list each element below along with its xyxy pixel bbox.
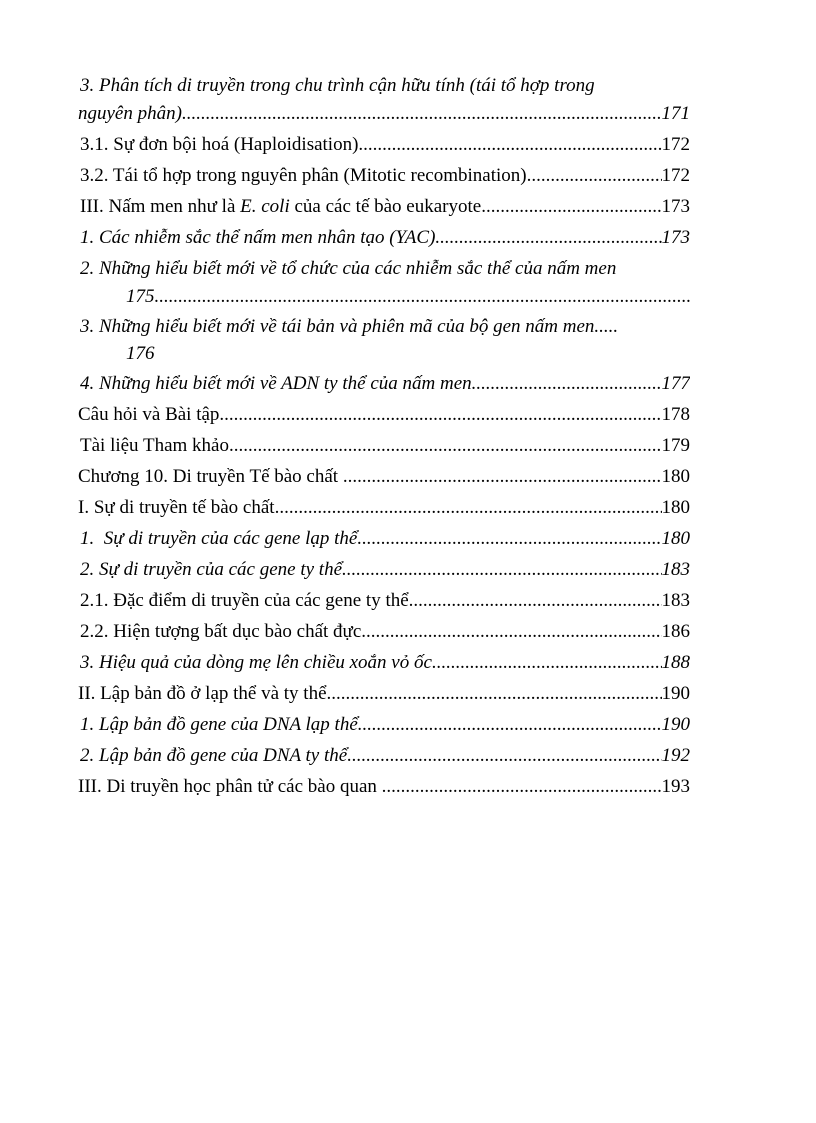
toc-page-number: 171 (661, 103, 690, 124)
toc-entry-14[interactable] (80, 588, 690, 614)
toc-entry-0-line1[interactable] (80, 73, 692, 99)
dot-leader (358, 712, 662, 738)
toc-entry-text: 2.2. Hiện tượng bất dục bào chất đực (80, 621, 362, 642)
dot-leader (343, 464, 662, 490)
toc-page-number: 173 (661, 227, 690, 248)
dot-leader (347, 743, 661, 769)
toc-page-number: 179 (661, 435, 690, 456)
toc-entry-text: 1. Sự di truyền của các gene lạp thể (80, 528, 358, 549)
toc-entry-11[interactable] (78, 495, 690, 521)
toc-entry-9[interactable] (80, 433, 690, 459)
toc-entry-8[interactable] (78, 402, 690, 428)
toc-entry-15[interactable] (80, 619, 690, 645)
toc-entry-text: 3. Những hiểu biết mới về tái bản và phiên mã của bộ gen nấm men..... (80, 316, 619, 337)
toc-entry-0-line2[interactable] (78, 101, 690, 127)
toc-entry-1[interactable] (80, 132, 690, 158)
toc-page-number: 186 (661, 621, 690, 642)
dot-leader (358, 132, 661, 158)
toc-page-number: 178 (661, 404, 690, 425)
toc-entry-text: Tài liệu Tham khảo (80, 435, 229, 456)
toc-page-number: 192 (661, 745, 690, 766)
toc-entry-text: 2. Những hiểu biết mới về tổ chức của các nhiễm sắc thể của nấm men (80, 258, 617, 279)
toc-entry-text: I. Sự di truyền tế bào chất (78, 497, 275, 518)
toc-entry-2[interactable] (80, 163, 690, 189)
dot-leader (382, 774, 662, 800)
dot-leader (481, 194, 661, 220)
dot-leader (275, 495, 662, 521)
dot-leader (432, 650, 662, 676)
toc-entry-text-em: E. coli (240, 196, 290, 217)
toc-entry-text: 3. Phân tích di truyền trong chu trình cận hữu tính (tái tổ hợp trong (80, 75, 595, 96)
toc-entry-text: 3.1. Sự đơn bội hoá (Haploidisation) (80, 134, 359, 155)
dot-leader (361, 619, 661, 645)
toc-entry-text: 2. Lập bản đồ gene của DNA ty thể (80, 745, 348, 766)
toc-entry-text (80, 194, 481, 220)
toc-page-number: 177 (661, 373, 690, 394)
toc-page-number: 190 (661, 714, 690, 735)
toc-page-number: 180 (661, 497, 690, 518)
toc-entry-text: 3. Hiệu quả của dòng mẹ lên chiều xoắn vỏ ốc (80, 652, 432, 673)
dot-leader (342, 557, 661, 583)
dot-leader (435, 225, 661, 251)
dot-leader (527, 163, 662, 189)
toc-entry-19[interactable] (80, 743, 690, 769)
toc-entry-text: 1. Lập bản đồ gene của DNA lạp thể (80, 714, 358, 735)
dot-leader (229, 433, 662, 459)
toc-entry-13[interactable] (80, 557, 690, 583)
dot-leader (472, 371, 662, 397)
toc-entry-18[interactable] (80, 712, 690, 738)
toc-entry-text-post: của các tế bào eukaryote (289, 196, 482, 217)
toc-entry-20[interactable] (78, 774, 690, 800)
toc-entry-text: Câu hỏi và Bài tập (78, 404, 220, 425)
toc-entry-text: 1. Các nhiễm sắc thể nấm men nhân tạo (YAC) (80, 227, 436, 248)
toc-entry-text: 3.2. Tái tổ hợp trong nguyên phân (Mitotic recombination) (80, 165, 527, 186)
toc-entry-6-line2[interactable] (126, 341, 155, 367)
dot-leader (182, 101, 662, 127)
dot-leader (327, 681, 662, 707)
toc-entry-7[interactable] (80, 371, 690, 397)
toc-entry-6-line1[interactable] (80, 314, 618, 340)
dot-leader (155, 284, 693, 310)
toc-entry-3[interactable] (80, 194, 690, 220)
toc-page-number: 175 (126, 286, 155, 307)
toc-entry-5-line2[interactable] (126, 284, 692, 310)
toc-entry-text: III. Di truyền học phân tử các bào quan (78, 776, 382, 797)
toc-entry-text: 2. Sự di truyền của các gene ty thể (80, 559, 343, 580)
toc-entry-12[interactable] (80, 526, 690, 552)
toc-page-number: 172 (661, 165, 690, 186)
dot-leader (357, 526, 661, 552)
toc-entry-16[interactable] (80, 650, 690, 676)
toc-entry-text: nguyên phân) (78, 103, 182, 124)
toc-entry-text: II. Lập bản đồ ở lạp thể và ty thể (78, 683, 327, 704)
toc-entry-5-line1[interactable] (80, 256, 616, 282)
toc-entry-text-pre: III. Nấm men như là (80, 196, 241, 217)
toc-entry-text: 4. Những hiểu biết mới về ADN ty thể của nấm men (80, 373, 472, 394)
toc-page-number: 173 (661, 196, 690, 217)
toc-page-number: 176 (126, 343, 155, 364)
toc-page-number: 180 (661, 466, 690, 487)
toc-entry-4[interactable] (80, 225, 690, 251)
dot-leader (409, 588, 662, 614)
toc-entry-text: Chương 10. Di truyền Tế bào chất (78, 466, 343, 487)
toc-page-number: 172 (661, 134, 690, 155)
toc-entry-text: 2.1. Đặc điểm di truyền của các gene ty thể (80, 590, 409, 611)
toc-page-number: 183 (661, 559, 690, 580)
toc-page-number: 188 (661, 652, 690, 673)
dot-leader (219, 402, 661, 428)
toc-page-number: 183 (661, 590, 690, 611)
toc-entry-17[interactable] (78, 681, 690, 707)
toc-page-number: 193 (661, 776, 690, 797)
toc-page-number: 180 (661, 528, 690, 549)
toc-entry-10[interactable] (78, 464, 690, 490)
toc-page-number: 190 (661, 683, 690, 704)
